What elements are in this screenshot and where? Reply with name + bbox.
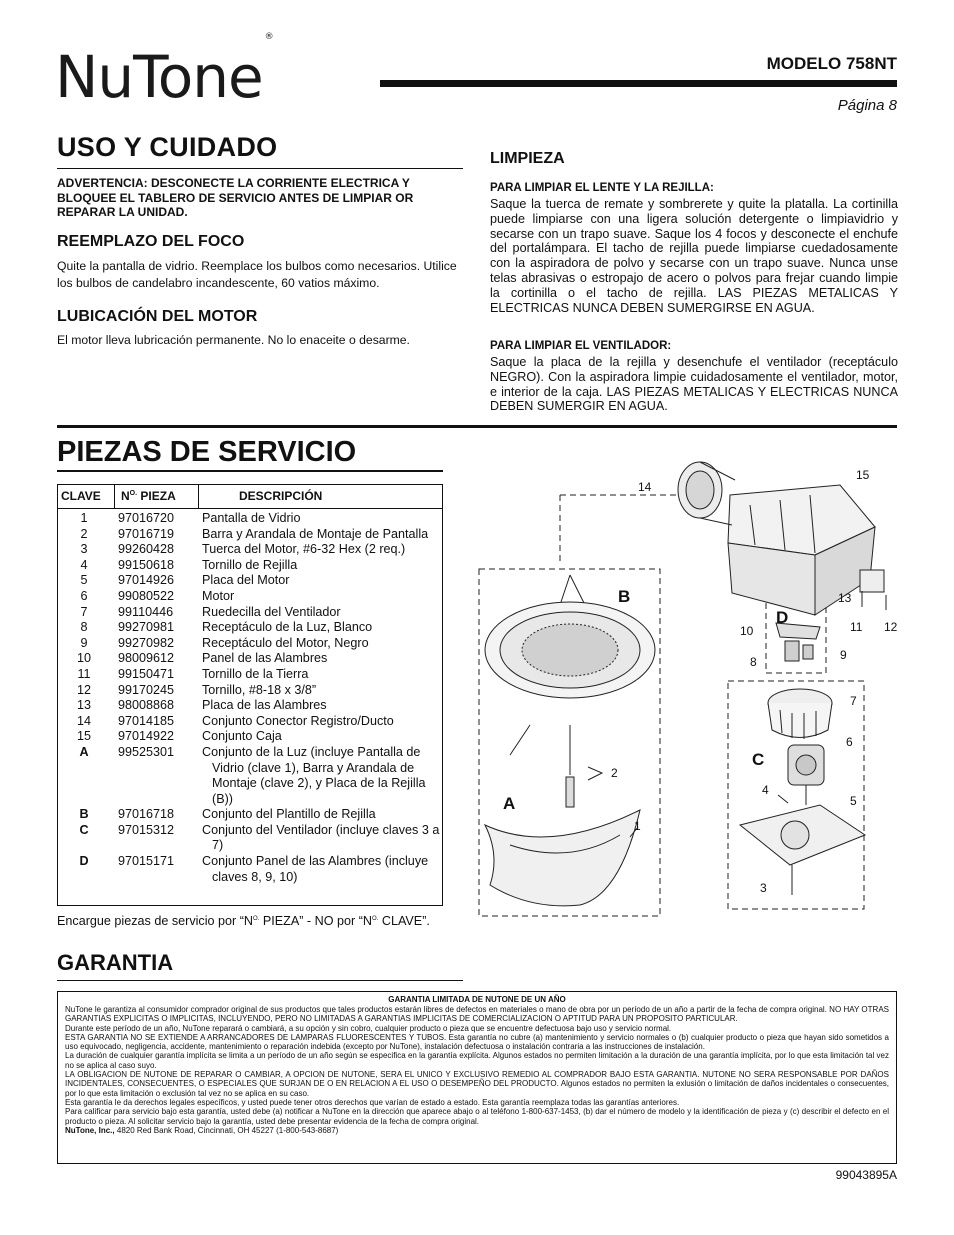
part-key: C <box>79 822 89 837</box>
col-header-part <box>121 489 176 503</box>
label-4: 4 <box>762 783 769 797</box>
order-note-b: PIEZA” - NO por “N <box>259 914 372 929</box>
part-number: 97014926 <box>118 573 175 588</box>
part-description: Conjunto del Ventilador (incluye claves 3 a 7) <box>202 822 440 853</box>
part-description: Conjunto Panel de las Alambres (incluye claves 8, 9, 10) <box>202 854 429 884</box>
motor-plate-hole <box>781 821 809 849</box>
part-key: 12 <box>76 682 91 697</box>
part-description: Ruedecilla del Ventilador <box>202 604 341 619</box>
part-number: 99150471 <box>118 666 175 681</box>
table-row <box>58 542 442 558</box>
part-key: 4 <box>80 557 88 572</box>
part-number: 99170245 <box>118 682 175 697</box>
part-description: Receptáculo de la Luz, Blanco <box>202 620 373 635</box>
col-divider-2 <box>198 485 199 508</box>
part-number: 97015312 <box>118 822 175 837</box>
part-number: 97014922 <box>118 729 175 744</box>
part-description: Conjunto Caja <box>202 729 282 744</box>
parts-table-header <box>58 485 442 509</box>
table-row <box>58 823 442 854</box>
motor-6 <box>788 745 824 805</box>
section-divider <box>57 425 897 428</box>
col-header-desc: DESCRIPCIÓN <box>239 489 323 503</box>
part-key: 15 <box>76 729 91 744</box>
part-description: Conjunto Conector Registro/Ducto <box>202 713 394 728</box>
document-number: 99043895A <box>835 1168 897 1182</box>
part-number: 99270982 <box>118 635 175 650</box>
part-number: 97014185 <box>118 713 175 728</box>
motor-text: El motor lleva lubricación permanente. No lo enaceite o desarme. <box>57 333 410 347</box>
section-title-piezas: PIEZAS DE SERVICIO <box>57 436 357 468</box>
warranty-p4: La duración de cualquier garantía implícita se limita a un período de un año según se especifica en la garantía explícita. Algunos estados no permiten limitación a la duración de una garantía implícita, por lo que esta limitación tal vez no se aplica al caso suyo. <box>65 1051 889 1070</box>
cleaning-heading: LIMPIEZA <box>490 150 565 167</box>
page-number: Página 8 <box>837 97 897 114</box>
part-key: 2 <box>80 526 88 541</box>
uso-rule <box>57 168 463 169</box>
piezas-rule <box>57 470 443 472</box>
label-1: 1 <box>634 819 641 833</box>
table-row <box>58 620 442 636</box>
part-number: 97016719 <box>118 526 175 541</box>
part-key: 9 <box>80 635 88 650</box>
fan-cleaning-heading: PARA LIMPIAR EL VENTILADOR: <box>490 340 672 352</box>
col-header-key: CLAVE <box>61 489 101 503</box>
label-12: 12 <box>884 620 898 634</box>
warranty-address-text: 4820 Red Bank Road, Cincinnati, OH 45227 (1-800-543-8687) <box>114 1125 339 1135</box>
part-number: 98009612 <box>118 651 175 666</box>
light-assembly-a <box>485 575 655 906</box>
table-row <box>58 589 442 605</box>
table-row <box>58 745 442 807</box>
wiring-plate-13 <box>860 570 884 592</box>
leader-2 <box>588 767 602 780</box>
mount-rod-2 <box>566 777 574 807</box>
table-row <box>58 636 442 652</box>
part-number: 99080522 <box>118 588 175 603</box>
part-key: 10 <box>76 651 91 666</box>
label-13: 13 <box>838 591 852 605</box>
part-key: A <box>79 744 89 759</box>
col-part-n: N <box>121 489 130 503</box>
table-row <box>58 854 442 885</box>
table-row <box>58 807 442 823</box>
lens-cleaning-text: Saque la tuerca de remate y sombrerete y quite la platalla. La cortinilla puede limpiarse con una ligera solución detergente o limpiavidrio y secarse con un trapo suave. Saque los 4 focos y desconecte el enchufe del portalámpara. El tacho de rejilla puede limpiarse cuedadosamente con la aspiradora de polvo y secarse con un trapo suave. Nunca unse telas abrasivas o estropajo de acero o polvos para frejar cuando limpie la cortinilla o el tacho de rejilla. LAS PIEZAS METALICAS Y ELECTRICAS NUNCA DEBEN SUMERGIRSE EN AGUA. <box>490 197 898 315</box>
part-number: 99110446 <box>118 604 174 619</box>
table-row <box>58 698 442 714</box>
warranty-p3: ESTA GARANTIA NO SE EXTIENDE A ARRANCADORES DE LAMPARAS FLUORESCENTES Y TUBOS. Esta garantía no cubre (a) mantenimiento y servicio normales o (b) cualquier producto o pieza que hayan sido sometidos a uso equivocado, negligencia, accidente, mantenimiento o reparación indebida (excepto por NuTone), instalación defectuosa o instalación contraria a las instrucciones de instalación. <box>65 1032 889 1052</box>
part-key: 7 <box>80 604 88 619</box>
order-note-sup2: O. <box>372 916 379 922</box>
table-row <box>58 651 442 667</box>
table-row <box>58 573 442 589</box>
part-key: 13 <box>76 698 91 713</box>
label-10: 10 <box>740 624 754 638</box>
warranty-address <box>65 1126 889 1135</box>
logo-text: NuTone <box>55 43 263 111</box>
label-5: 5 <box>850 794 857 808</box>
table-row <box>58 527 442 543</box>
part-description: Conjunto de la Luz (incluye Pantalla de Vidrio (clave 1), Barra y Arandala de Montaje (clave 2), y Placa de la Rejilla (B)) <box>202 744 426 806</box>
table-row <box>58 605 442 621</box>
label-3: 3 <box>760 881 767 895</box>
parts-rows <box>58 511 442 885</box>
part-description: Receptáculo del Motor, Negro <box>202 635 369 650</box>
warranty-company: NuTone, Inc., <box>65 1125 115 1135</box>
label-11: 11 <box>850 620 863 634</box>
part-description: Tornillo de la Tierra <box>202 666 309 681</box>
table-row <box>58 714 442 730</box>
warranty-title: GARANTIA LIMITADA DE NUTONE DE UN AÑO <box>388 995 566 1004</box>
label-8: 8 <box>750 655 757 669</box>
section-title-garantia: GARANTIA <box>57 950 174 975</box>
col-divider-1 <box>114 485 115 508</box>
label-2: 2 <box>611 766 618 780</box>
label-9: 9 <box>840 648 847 662</box>
nutone-logo <box>55 31 273 111</box>
part-key: 11 <box>77 666 91 681</box>
part-key: 5 <box>80 573 88 588</box>
part-description: Placa de las Alambres <box>202 698 327 713</box>
table-row <box>58 729 442 745</box>
label-15: 15 <box>856 468 870 482</box>
table-row <box>58 683 442 699</box>
part-description: Motor <box>202 588 235 603</box>
wiring-panel-d <box>776 623 820 661</box>
part-number: 97016720 <box>118 511 175 525</box>
part-number: 99150618 <box>118 557 175 572</box>
order-note-sup1: O. <box>253 916 260 922</box>
label-c: C <box>752 750 765 769</box>
duct-connector-14 <box>678 462 735 525</box>
motor-heading: LUBICACIÓN DEL MOTOR <box>57 308 258 325</box>
table-row <box>58 511 442 527</box>
label-14: 14 <box>638 480 652 494</box>
housing-15 <box>728 485 875 615</box>
part-key: 1 <box>80 511 88 525</box>
part-description: Tornillo de Rejilla <box>202 557 298 572</box>
lens-cleaning-heading: PARA LIMPIAR EL LENTE Y LA REJILLA: <box>490 182 714 194</box>
registered-mark: ® <box>264 31 273 42</box>
warranty-p2: Durante este período de un año, NuTone reparará o cambiará, a su opción y sin cobro, cualquier producto o pieza que se encuentre defectuosa bajo uso y servicio normal. <box>65 1023 672 1033</box>
garantia-rule <box>57 980 463 981</box>
part-number: 97016718 <box>118 807 175 822</box>
warranty-p7: Para calificar para servicio bajo esta garantía, usted debe (a) notificar a NuTone en la dirección que aparece abajo o al teléfono 1-800-637-1453, (b) dar el número de modelo y la identificación de pieza y (c) describir el defecto en el producto o pieza. Al solicitar servicio bajo la garantía, usted debe presentar evidencia de la fecha de compra original. <box>65 1107 889 1126</box>
part-number: 99525301 <box>118 744 175 759</box>
bulb-heading: REEMPLAZO DEL FOCO <box>57 233 245 250</box>
grille-screw-4 <box>778 795 788 803</box>
label-6: 6 <box>846 735 853 749</box>
part-key: B <box>79 807 89 822</box>
warranty-p5: LA OBLIGACION DE NUTONE DE REPARAR O CAMBIAR, A OPCION DE NUTONE, SERA EL UNICO Y EXCLUSIVO REMEDIO AL COMPRADOR BAJO ESTA GARANTIA. NUTONE NO SERA RESPONSABLE POR DAÑOS INCIDENTALES, CONSECUENTES, O ESPECIALES QUE SURJAN DE O EN RELACION A EL USO O DESEMPEÑO DEL PRODUCTO. Algunos estados no permiten la exlusión o limitación de daños incidentales o consecuentes, por lo que esta limitación o exclusión tal vez no se aplica en su caso. <box>65 1070 889 1098</box>
fan-wheel-7 <box>768 689 832 739</box>
model-number: MODELO 758NT <box>766 54 897 73</box>
bulb-text: Quite la pantalla de vidrio. Reemplace los bulbos como necesarios. Utilice los bulbos de candelabro incandescente, 60 vatios máximo. <box>57 259 457 290</box>
fan-cleaning-text: Saque la placa de la rejilla y desenchufe el ventilador (receptáculo NEGRO). Con la aspiradora limpie cuidadosamente el ventilador, motor, e interior de la caja. LAS PIEZAS METALICAS Y ELECTRICAS NUNCA DEBEN SUMERGIR EN AGUA. <box>490 355 898 414</box>
parts-table <box>57 484 443 906</box>
warranty-p6: Esta garantía le da derechos legales específicos, y usted puede tener otros derechos que varían de estado a estado. Esta garantía reemplaza todas las garantías anteriores. <box>65 1097 680 1107</box>
part-key: 14 <box>76 713 91 728</box>
part-number: 99260428 <box>118 542 175 557</box>
part-key: 8 <box>80 620 88 635</box>
part-description: Barra y Arandala de Montaje de Pantalla <box>202 526 429 541</box>
part-description: Pantalla de Vidrio <box>202 511 301 525</box>
label-7: 7 <box>850 694 857 708</box>
section-title-uso: USO Y CUIDADO <box>57 132 278 162</box>
part-key: 6 <box>80 588 88 603</box>
table-row <box>58 667 442 683</box>
part-description: Placa del Motor <box>202 573 290 588</box>
header-rule <box>380 80 897 87</box>
order-note-a: Encargue piezas de servicio por “N <box>57 914 253 929</box>
label-a: A <box>503 794 516 813</box>
exploded-parts-diagram <box>470 455 910 925</box>
part-description: Tornillo, #8-18 x 3/8” <box>202 682 317 697</box>
warranty-p1: NuTone le garantiza al consumidor comprador original de sus productos que tales productos estarán libres de defectos en materiales o mano de obra por un período de un año a partir de la fecha de compra original. NO HAY OTRAS GARANTIAS EXPLICITAS O IMPLICITAS, INCLUYENDO, PERO NO LIMITADAS A GARANTIAS IMPLICITAS DE COMERCIALIZACION O APTITUD PARA UN PROPOSITO PARTICULAR. <box>65 1005 889 1024</box>
order-note <box>57 912 457 929</box>
table-row <box>58 558 442 574</box>
warranty-box <box>57 991 897 1164</box>
col-part-rest: PIEZA <box>137 489 176 503</box>
part-key: 3 <box>80 542 88 557</box>
order-note-c: CLAVE”. <box>378 914 430 929</box>
part-number: 97015171 <box>118 854 175 869</box>
part-key: D <box>79 854 89 869</box>
part-description: Tuerca del Motor, #6-32 Hex (2 req.) <box>202 542 406 557</box>
col-part-sup: O. <box>129 490 138 497</box>
warning-text: ADVERTENCIA: DESCONECTE LA CORRIENTE ELECTRICA Y BLOQUEE EL TABLERO DE SERVICIO ANTES DE LIMPIAR OR REPARAR LA UNIDAD. <box>57 176 414 219</box>
label-b: B <box>618 587 631 606</box>
part-number: 99270981 <box>118 620 175 635</box>
part-number: 98008868 <box>118 698 175 713</box>
label-d: D <box>776 608 789 627</box>
part-description: Conjunto del Plantillo de Rejilla <box>202 807 376 822</box>
part-description: Panel de las Alambres <box>202 651 328 666</box>
glass-shade-1 <box>485 810 640 906</box>
